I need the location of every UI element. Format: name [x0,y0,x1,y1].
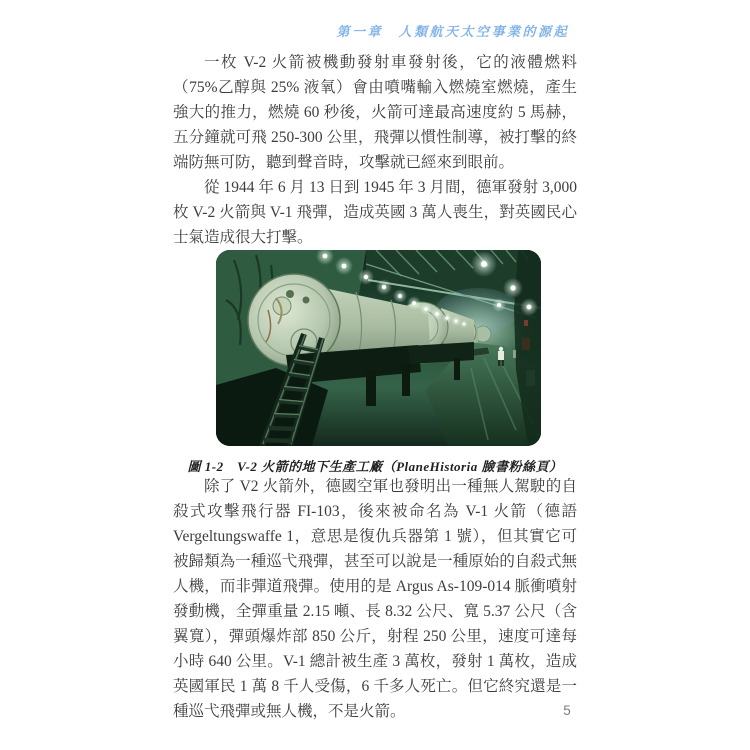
text-block-bottom [173,474,577,724]
paragraph-1: 一枚 V-2 火箭被機動發射車發射後，它的液體燃料（75%乙醇與 25% 液氧）會由噴嘴輸入燃燒室燃燒，產生強大的推力，燃燒 60 秒後，火箭可達最高速度約 5 馬赫，五分鐘就可飛 250-300 公里，飛彈以慣性制導，被打擊的終端防無可防，聽到聲音時，攻擊就已經來到眼前。 [173,54,577,171]
text-block-top [173,50,577,250]
worker-figure-distant [513,350,516,358]
figure-image [216,250,541,446]
paragraph-3: 除了 V2 火箭外，德國空軍也發明出一種無人駕駛的自殺式攻擊飛行器 FI-103，後來被命名為 V-1 火箭（德語 Vergeltungswaffe 1，意思是復仇兵器第 1 號），但其實它可被歸類為一種巡弋飛彈，甚至可以說是一種原始的自殺式無人機，而非彈道飛彈。使用的是 Argus As-109-014 脈衝噴射發動機，全彈重量 2.15 噸、長 8.32 公尺、寬 5.37 公尺（含翼寬），彈頭爆炸部 850 公斤，射程 250 公里，速度可達每小時 640 公里。V-1 總計被生產 3 萬枚，發射 1 萬枚，造成英國軍民 1 萬 8 千人受傷，6 千多人死亡。但它終究還是一種巡弋飛彈或無人機，不是火箭。 [173,478,577,720]
factory-photo-illustration [216,250,541,446]
page-number: 5 [563,703,571,718]
paragraph-2: 從 1944 年 6 月 13 日到 1945 年 3 月間，德軍發射 3,000 枚 V-2 火箭與 V-1 飛彈，造成英國 3 萬人喪生，對英國民心士氣造成很大打擊。 [173,179,577,246]
chapter-running-head: 第一章 人類航天太空事業的源起 [336,24,569,39]
figure-caption: 圖 1-2 V-2 火箭的地下生產工廠（PlaneHistoria 臉書粉絲頁） [187,459,563,474]
